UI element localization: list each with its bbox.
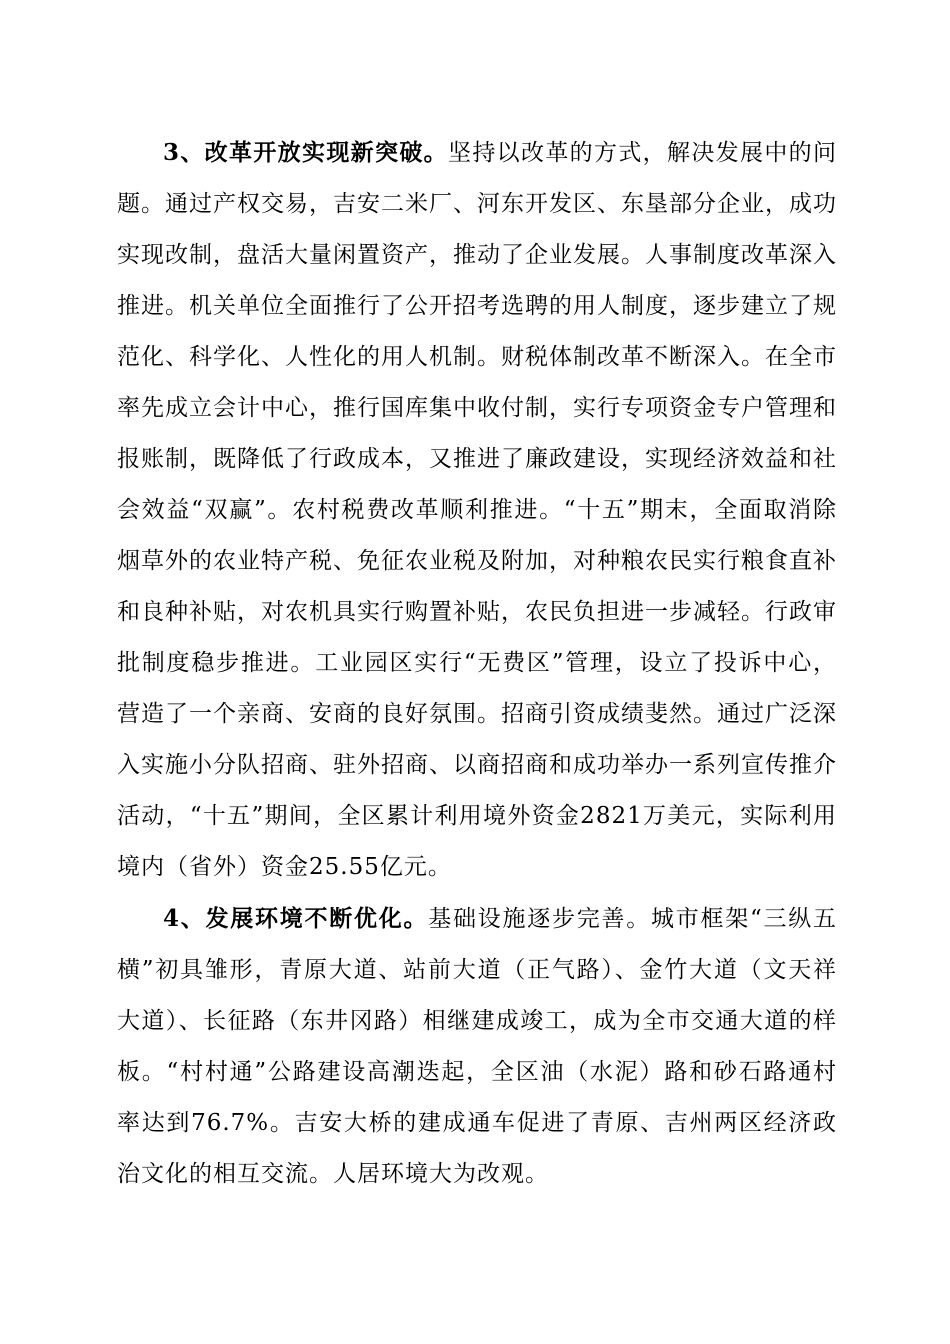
paragraph-reform-opening xyxy=(117,127,837,893)
paragraph-body: 坚持以改革的方式，解决发展中的问题。通过产权交易，吉安二米厂、河东开发区、东垦部分企业，成功实现改制，盘活大量闲置资产，推动了企业发展。人事制度改革深入推进。机关单位全面推行了公开招考选聘的用人制度，逐步建立了规范化、科学化、人性化的用人机制。财税体制改革不断深入。在全市率先成立会计中心，推行国库集中收付制，实行专项资金专户管理和报账制，既降低了行政成本，又推进了廉政建设，实现经济效益和社会效益“双赢”。农村税费改革顺利推进。“十五”期末，全面取消除烟草外的农业特产税、免征农业税及附加，对种粮农民实行粮食直补和良种补贴，对农机具实行购置补贴，农民负担进一步减轻。行政审批制度稳步推进。工业园区实行“无费区”管理，设立了投诉中心，营造了一个亲商、安商的良好氛围。招商引资成绩斐然。通过广泛深入实施小分队招商、驻外招商、以商招商和成功举办一系列宣传推介活动，“十五”期间，全区累计利用境外资金2821万美元，实际利用境内（省外）资金25.55亿元。 xyxy=(117,140,837,880)
paragraph-development-environment xyxy=(117,893,837,1200)
paragraph-body: 基础设施逐步完善。城市框架“三纵五横”初具雏形，青原大道、站前大道（正气路）、金竹大道（文天祥大道）、长征路（东井冈路）相继建成竣工，成为全市交通大道的样板。“村村通”公路建设高潮迭起，全区油（水泥）路和砂石路通村率达到76.7%。吉安大桥的建成通车促进了青原、吉州两区经济政治文化的相互交流。人居环境大为改观。 xyxy=(117,906,837,1187)
document-page xyxy=(117,127,837,1200)
paragraph-heading: 4、发展环境不断优化。 xyxy=(163,905,429,932)
paragraph-heading: 3、改革开放实现新突破。 xyxy=(163,139,448,166)
